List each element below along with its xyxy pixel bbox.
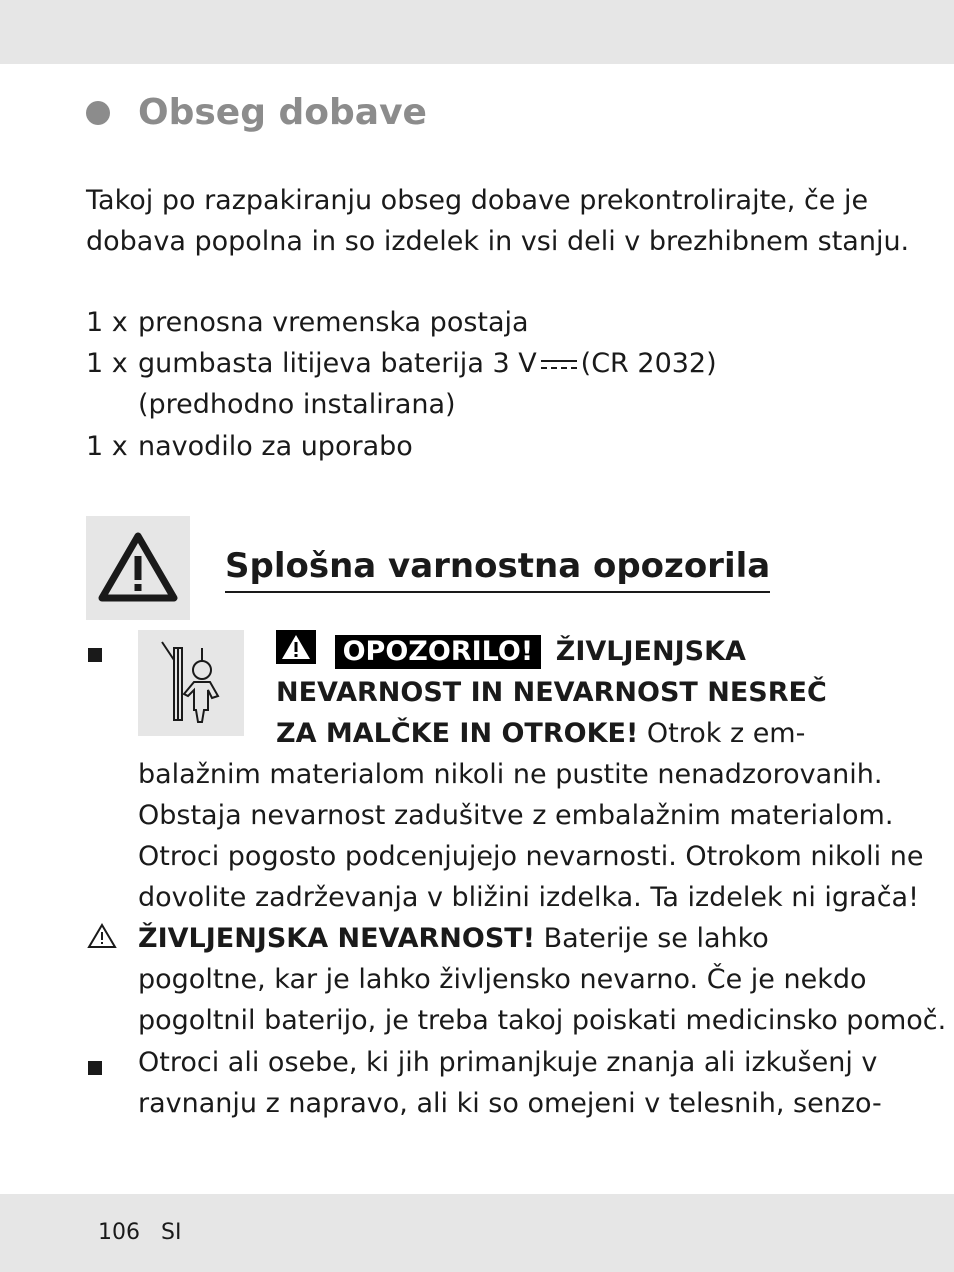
item-qty: 1 x: [86, 431, 128, 462]
item-text-before: gumbasta litijeva baterija 3 V: [138, 348, 537, 379]
warning1-line6: Otroci pogosto podcenjujejo nevarnosti. Otrokom nikoli ne: [138, 841, 924, 872]
page-number: 106: [98, 1220, 140, 1245]
item-qty: 1 x: [86, 307, 128, 338]
warning-outline-triangle-icon: [86, 922, 118, 954]
item-text-after: (CR 2032): [580, 348, 717, 379]
top-band: [0, 0, 954, 64]
warning1-line5: Obstaja nevarnost zadušitve z embalažnim materialom.: [138, 800, 894, 831]
section-bullet-dot: [86, 101, 110, 125]
warning-triangle-icon: [86, 516, 190, 620]
page-footer: [98, 1218, 181, 1248]
language-code: SI: [161, 1220, 182, 1245]
intro-line: dobava popolna in so izdelek in vsi deli v brezhibnem stanju.: [86, 226, 910, 257]
intro-paragraph: [86, 180, 910, 262]
bullet3-line2: ravnanju z napravo, ali ki so omejeni v telesnih, senzo-: [138, 1088, 882, 1119]
warning1-line4: balažnim materialom nikoli ne pustite nenadzorovanih.: [138, 759, 883, 790]
warning2-line1: [138, 918, 769, 959]
warning2-line1-rest: Baterije se lahko: [543, 923, 769, 954]
item-text-line2: (predhodno instalirana): [138, 389, 456, 420]
warning2-line2: pogoltne, kar je lahko življensko nevarno. Če je nekdo: [138, 964, 867, 995]
warning-triangle-box: [86, 516, 190, 620]
square-bullet-icon: [88, 1061, 102, 1075]
warning1-bold-line2: NEVARNOST IN NEVARNOST NESREČ: [276, 677, 827, 708]
section-title-safety: Splošna varnostna opozorila: [225, 543, 770, 593]
warning1-bold-line3: ZA MALČKE IN OTROKE!: [276, 718, 639, 749]
intro-line: Takoj po razpakiranju obseg dobave prekontrolirajte, če je: [86, 185, 869, 216]
warning1-line3: [276, 713, 805, 754]
child-strangulation-icon: [138, 630, 244, 736]
warning1-line1: [276, 630, 746, 676]
item-text: navodilo za uporabo: [138, 431, 413, 462]
warning-badge: OPOZORILO!: [335, 635, 542, 669]
warning2-line3: pogoltnil baterijo, je treba takoj poiskati medicinsko pomoč.: [138, 1005, 947, 1036]
item-text: prenosna vremenska postaja: [138, 307, 529, 338]
square-bullet-icon: [88, 648, 102, 662]
item-text: [138, 343, 717, 384]
bullet3-line1: Otroci ali osebe, ki jih primanjkuje znanja ali izkušenj v: [138, 1047, 878, 1078]
warning1-bold-line1: ŽIVLJENJSKA: [555, 636, 746, 667]
dc-voltage-icon: [541, 358, 577, 372]
warning1-line7: dovolite zadrževanja v bližini izdelka. Ta izdelek ni igrača!: [138, 882, 919, 913]
warning1-line3-rest: Otrok z em-: [646, 718, 806, 749]
child-hazard-box: [138, 630, 244, 736]
warning2-bold: ŽIVLJENJSKA NEVARNOST!: [138, 923, 536, 954]
section-title-obseg-dobave: Obseg dobave: [138, 92, 427, 133]
warning-small-triangle-icon: [276, 630, 316, 676]
item-qty: 1 x: [86, 348, 128, 379]
